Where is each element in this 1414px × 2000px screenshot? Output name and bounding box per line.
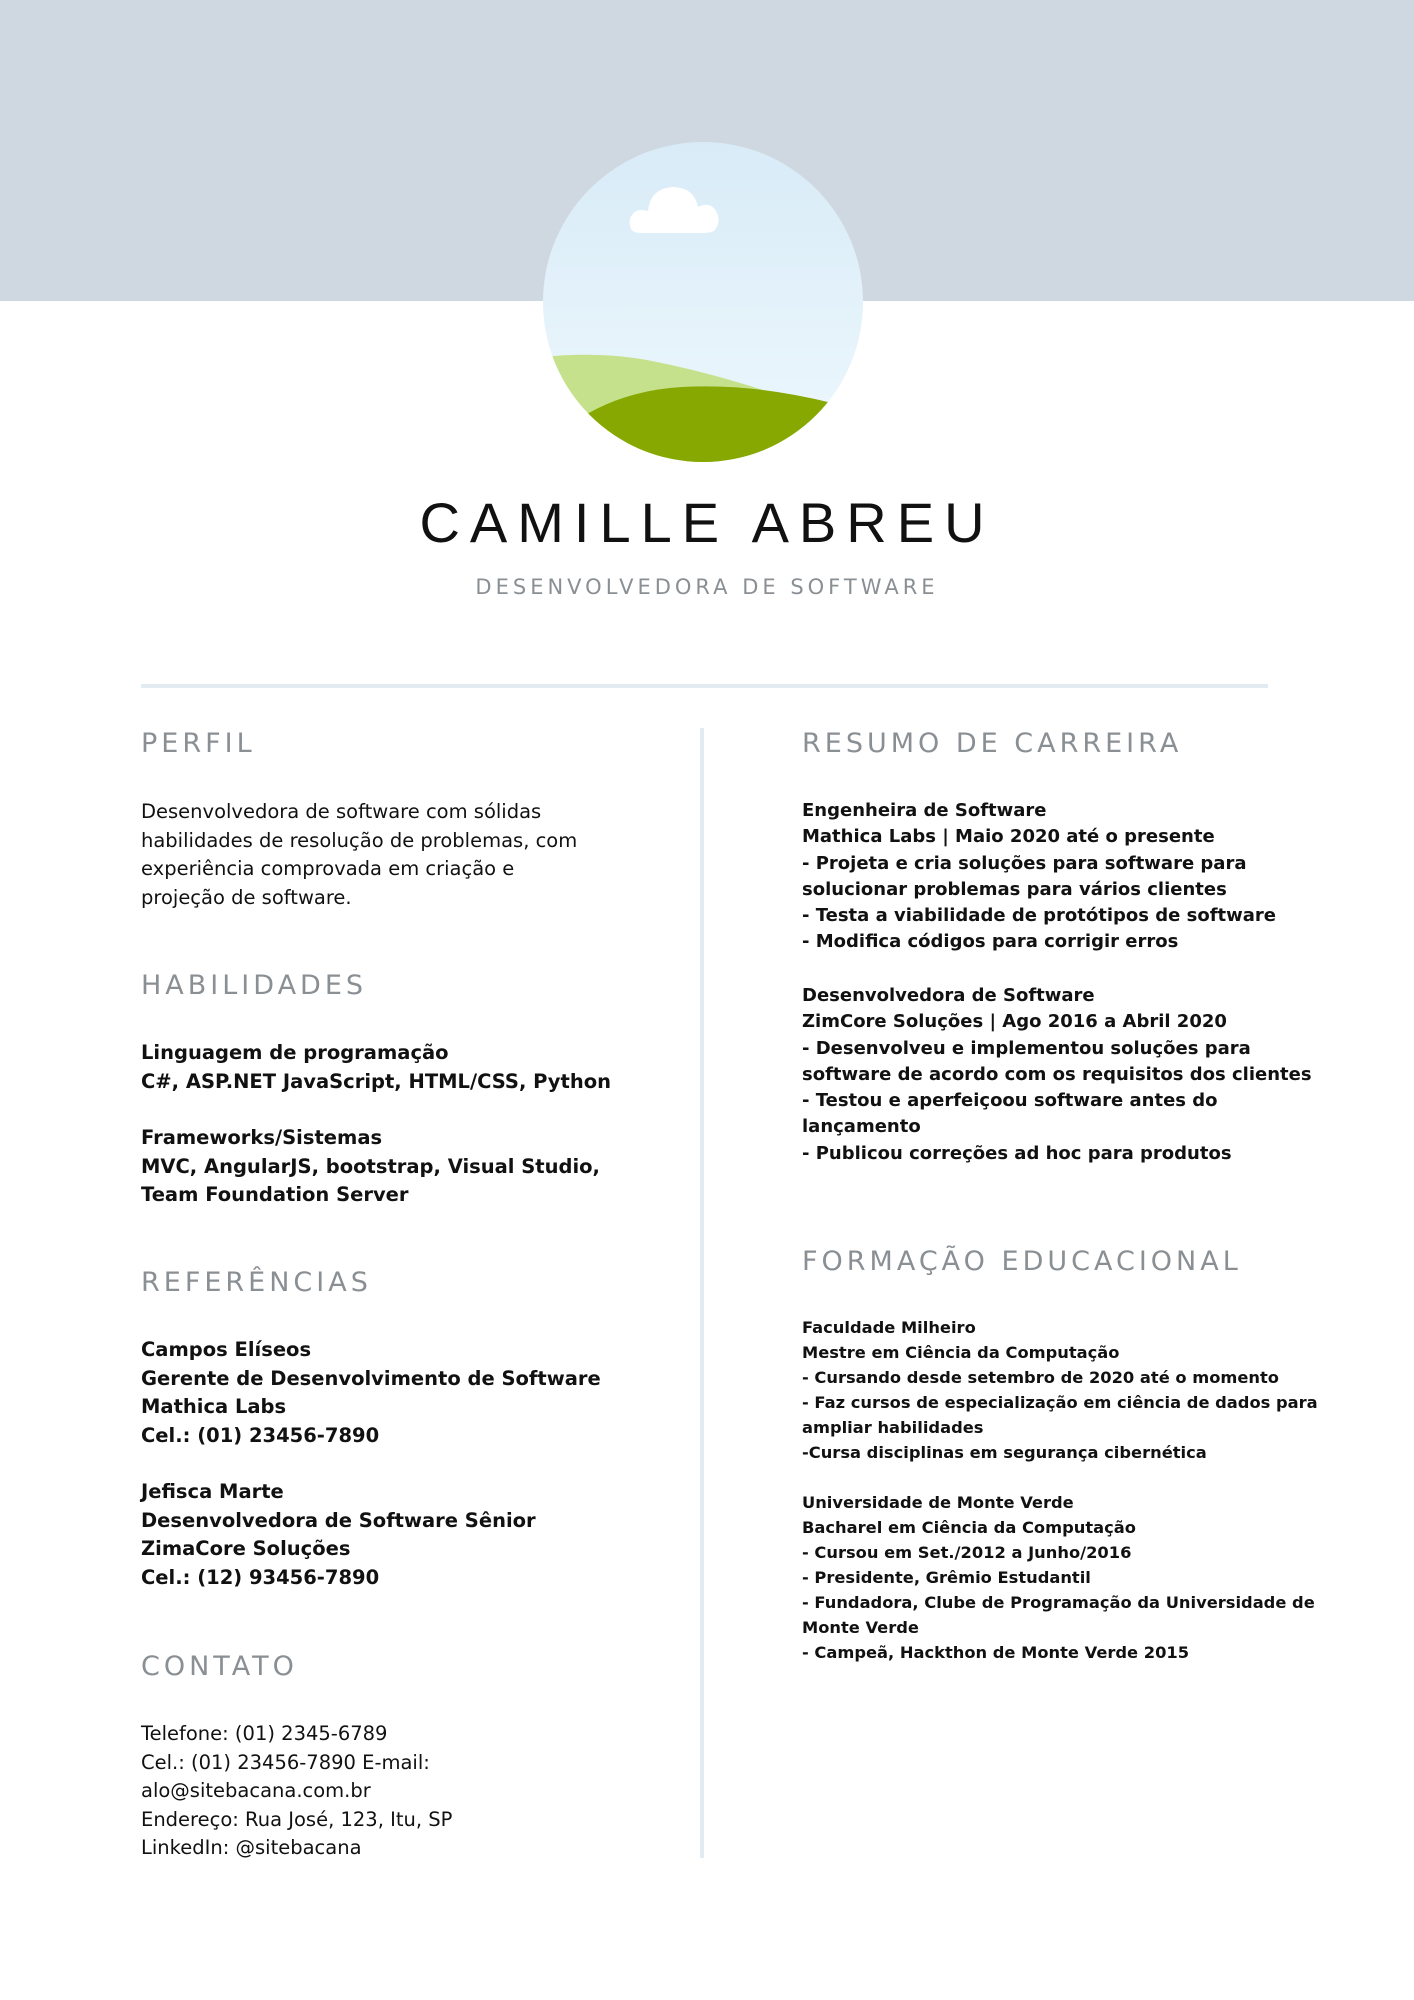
- education-line: - Presidente, Grêmio Estudantil: [802, 1568, 1091, 1587]
- education-line: - Campeã, Hackthon de Monte Verde 2015: [802, 1643, 1190, 1662]
- education-line: -Cursa disciplinas em segurança cibernética: [802, 1443, 1207, 1462]
- contact-linkedin: LinkedIn: @sitebacana: [141, 1836, 362, 1859]
- job-line: - Testa a viabilidade de protótipos de software: [802, 905, 1277, 927]
- job-line: - Testou e aperfeiçoou software antes do: [802, 1090, 1218, 1112]
- skill-line: MVC, AngularJS, bootstrap, Visual Studio,: [141, 1154, 600, 1178]
- skill-line: Linguagem de programação: [141, 1041, 449, 1064]
- referencias-heading: REFERÊNCIAS: [141, 1267, 372, 1298]
- perfil-line: experiência comprovada em criação e: [141, 857, 515, 880]
- education-line: - Faz cursos de especialização em ciência de dados para: [802, 1393, 1318, 1412]
- perfil-line: Desenvolvedora de software com sólidas: [141, 800, 542, 823]
- reference-line: Cel.: (12) 93456-7890: [141, 1565, 380, 1589]
- perfil-text: [141, 798, 577, 912]
- contact-mobile-email: Cel.: (01) 23456-7890 E-mail:: [141, 1750, 430, 1774]
- contact-info: [141, 1720, 452, 1863]
- education-entry: [802, 1490, 1315, 1665]
- education-entry: [802, 1315, 1318, 1465]
- header-divider: [141, 684, 1268, 688]
- contact-email: alo@sitebacana.com.br: [141, 1779, 371, 1802]
- contato-heading: CONTATO: [141, 1651, 298, 1682]
- formacao-heading: FORMAÇÃO EDUCACIONAL: [802, 1246, 1242, 1277]
- reference-item: [141, 1336, 601, 1450]
- education-line: Monte Verde: [802, 1618, 919, 1637]
- job-entry: [802, 798, 1276, 956]
- job-line: Engenheira de Software: [802, 800, 1047, 821]
- job-line: ZimCore Soluções | Ago 2016 a Abril 2020: [802, 1011, 1227, 1033]
- education-line: Mestre em Ciência da Computação: [802, 1343, 1120, 1362]
- job-line: - Publicou correções ad hoc para produtos: [802, 1142, 1232, 1164]
- reference-line: Mathica Labs: [141, 1395, 287, 1418]
- job-line: Mathica Labs | Maio 2020 até o presente: [802, 826, 1215, 848]
- job-entry: [802, 983, 1312, 1167]
- job-line: lançamento: [802, 1116, 921, 1138]
- education-line: Universidade de Monte Verde: [802, 1493, 1074, 1512]
- reference-line: Jefisca Marte: [141, 1480, 284, 1503]
- landscape-photo-icon: [542, 141, 864, 463]
- reference-line: Campos Elíseos: [141, 1338, 312, 1361]
- reference-line: Cel.: (01) 23456-7890: [141, 1423, 380, 1447]
- candidate-name: CAMILLE ABREU: [419, 491, 995, 554]
- education-line: ampliar habilidades: [802, 1418, 984, 1437]
- perfil-line: projeção de software.: [141, 885, 352, 909]
- job-line: - Projeta e cria soluções para software para: [802, 852, 1247, 874]
- contact-address: Endereço: Rua José, 123, Itu, SP: [141, 1807, 453, 1831]
- contact-phone: Telefone: (01) 2345-6789: [141, 1722, 388, 1745]
- education-line: - Cursou em Set./2012 a Junho/2016: [802, 1543, 1132, 1562]
- job-line: Desenvolvedora de Software: [802, 985, 1095, 1006]
- job-line: software de acordo com os requisitos dos clientes: [802, 1063, 1312, 1085]
- skills-group-frameworks: [141, 1124, 600, 1210]
- reference-item: [141, 1478, 536, 1592]
- skill-line: Team Foundation Server: [141, 1183, 409, 1206]
- job-line: solucionar problemas para vários clientes: [802, 878, 1227, 900]
- skill-line: C#, ASP.NET JavaScript, HTML/CSS, Python: [141, 1069, 611, 1093]
- reference-line: Gerente de Desenvolvimento de Software: [141, 1366, 601, 1390]
- column-divider: [700, 728, 704, 1858]
- education-line: - Cursando desde setembro de 2020 até o momento: [802, 1368, 1279, 1387]
- education-line: Bacharel em Ciência da Computação: [802, 1518, 1136, 1537]
- habilidades-heading: HABILIDADES: [141, 970, 368, 1001]
- education-line: Faculdade Milheiro: [802, 1318, 976, 1337]
- perfil-heading: PERFIL: [141, 728, 256, 759]
- carreira-heading: RESUMO DE CARREIRA: [802, 728, 1183, 759]
- job-title: DESENVOLVEDORA DE SOFTWARE: [475, 575, 939, 599]
- perfil-line: habilidades de resolução de problemas, com: [141, 828, 578, 852]
- education-line: - Fundadora, Clube de Programação da Universidade de: [802, 1593, 1315, 1612]
- skill-line: Frameworks/Sistemas: [141, 1126, 383, 1149]
- reference-line: Desenvolvedora de Software Sênior: [141, 1508, 536, 1532]
- reference-line: ZimaCore Soluções: [141, 1537, 351, 1560]
- job-line: - Desenvolveu e implementou soluções para: [802, 1037, 1251, 1059]
- job-line: - Modifica códigos para corrigir erros: [802, 931, 1179, 953]
- skills-group-languages: [141, 1039, 611, 1096]
